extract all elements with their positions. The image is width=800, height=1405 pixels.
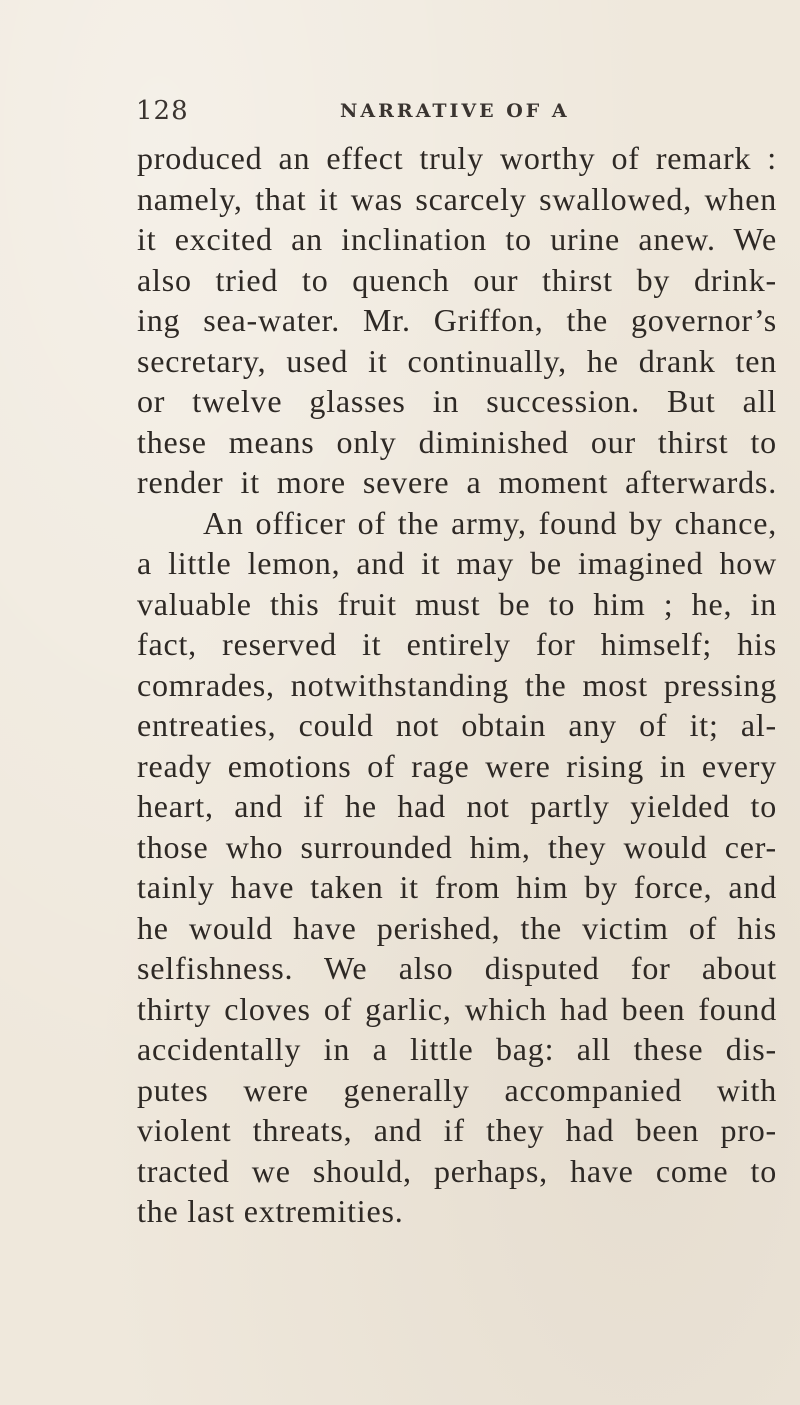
page-number: 128 <box>136 96 189 126</box>
text-line: tracted we should, perhaps, have come to <box>137 1152 777 1189</box>
text-line: tainly have taken it from him by force, and <box>137 869 777 905</box>
text-line: secretary, used it continually, he drank ten <box>137 342 777 379</box>
text-line: or twelve glasses in succession. But all <box>137 383 777 419</box>
text-line: it excited an inclination to urine anew. We <box>137 221 777 257</box>
text-line: render it more severe a moment afterwards. <box>137 464 777 500</box>
paragraph-first-line: An officer of the army, found by chance, <box>203 504 777 541</box>
text-line: ing sea-water. Mr. Griffon, the governor’s <box>137 302 777 338</box>
text-line: heart, and if he had not partly yielded to <box>137 788 777 824</box>
text-line: also tried to quench our thirst by drink- <box>137 261 777 298</box>
text-line: accidentally in a little bag: all these dis- <box>137 1031 777 1067</box>
text-line: valuable this fruit must be to him ; he, in <box>137 585 777 622</box>
text-line: these means only diminished our thirst to <box>137 423 777 460</box>
page-header <box>0 96 800 136</box>
text-line: namely, that it was scarcely swallowed, when <box>137 180 777 217</box>
text-line: produced an effect truly worthy of remark : <box>137 140 777 176</box>
text-line: he would have perished, the victim of his <box>137 909 777 946</box>
text-line: comrades, notwithstanding the most pressing <box>137 666 777 703</box>
body-text <box>137 138 777 1232</box>
text-line: the last extremities. <box>137 1193 404 1229</box>
text-line: thirty cloves of garlic, which had been found <box>137 990 777 1027</box>
text-line: ready emotions of rage were rising in every <box>137 747 777 784</box>
text-line: putes were generally accompanied with <box>137 1071 777 1108</box>
text-line: those who surrounded him, they would cer- <box>137 828 777 865</box>
text-line: fact, reserved it entirely for himself; his <box>137 626 777 662</box>
text-line: selfishness. We also disputed for about <box>137 950 777 986</box>
text-line: violent threats, and if they had been pro- <box>137 1112 777 1148</box>
text-line: a little lemon, and it may be imagined how <box>137 545 777 581</box>
running-head: NARRATIVE OF A <box>340 100 570 122</box>
text-line: entreaties, could not obtain any of it; al- <box>137 707 777 743</box>
